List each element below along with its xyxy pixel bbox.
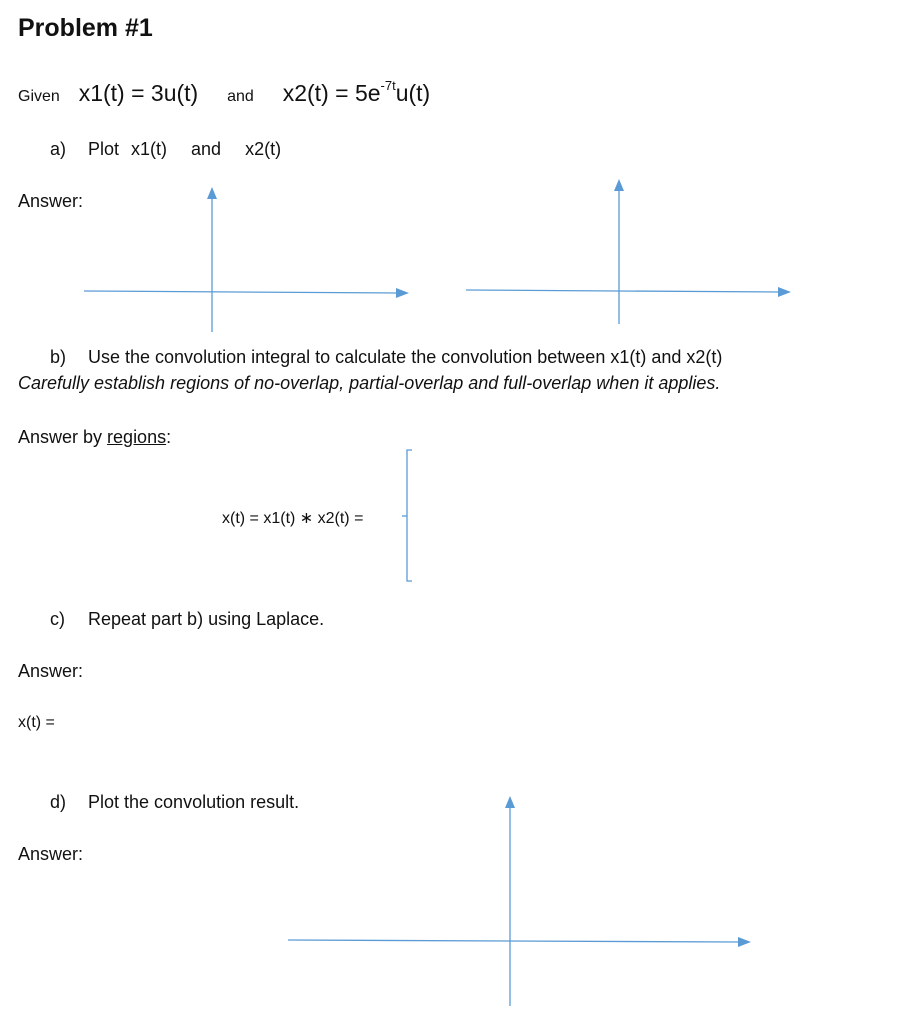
part-c-answer-label: Answer: [18, 661, 84, 681]
part-b-text: Use the convolution integral to calculate the convolution between x1(t) and x2(t) [88, 347, 723, 367]
convolution-equation: x(t) = x1(t) ∗ x2(t) = [222, 510, 364, 527]
x2-plot-horizontal-axis [466, 290, 778, 292]
result-plot-up-arrow-icon [505, 796, 515, 808]
given-and: and [227, 88, 254, 105]
part-b-answer-prefix: Answer by [18, 427, 108, 447]
x2-plot-up-arrow-icon [614, 179, 624, 191]
part-b-answer-suffix: : [166, 427, 172, 447]
result-plot-horizontal-axis [288, 940, 738, 942]
part-a-x2: x2(t) [245, 139, 282, 159]
x2-plot-axes [466, 179, 791, 324]
given-label: Given [18, 88, 60, 105]
given-line [18, 80, 430, 107]
part-b-note: Carefully establish regions of no-overlap, partial-overlap and full-overlap when it applies. [18, 373, 721, 393]
part-d-question [50, 792, 299, 813]
result-plot-right-arrow-icon [738, 937, 751, 947]
part-a-letter: a) [50, 139, 67, 159]
x1-plot-axes [84, 187, 409, 332]
part-b-letter: b) [50, 347, 67, 367]
part-a-answer-label: Answer: [18, 191, 84, 211]
part-a-and: and [191, 139, 222, 159]
part-c-text: Repeat part b) using Laplace. [88, 609, 325, 629]
piecewise-bracket [407, 450, 412, 581]
part-d-letter: d) [50, 792, 67, 812]
x2-plot-right-arrow-icon [778, 287, 791, 297]
part-b-answer-label [18, 427, 171, 448]
part-c-question [50, 609, 324, 630]
x2-definition [283, 80, 430, 106]
result-plot-axes [288, 796, 751, 1006]
x2-prefix: x2(t) = 5e [282, 80, 381, 106]
part-d-text: Plot the convolution result. [88, 792, 300, 812]
part-b-answer-regions: regions [107, 427, 167, 447]
x2-exponent: -7t [380, 78, 396, 93]
part-a-plot-word: Plot [88, 139, 120, 159]
x2-suffix: u(t) [395, 80, 431, 106]
problem-title: Problem #1 [18, 14, 153, 42]
part-a-x1: x1(t) [131, 139, 168, 159]
part-c-x-equation: x(t) = [18, 714, 55, 731]
part-a-question [50, 139, 281, 160]
part-b-question [50, 347, 722, 368]
x1-plot-horizontal-axis [84, 291, 396, 293]
x1-definition: x1(t) = 3u(t) [78, 80, 199, 106]
x1-plot-up-arrow-icon [207, 187, 217, 199]
x1-plot-right-arrow-icon [396, 288, 409, 298]
part-c-letter: c) [50, 609, 65, 629]
part-d-answer-label: Answer: [18, 844, 84, 864]
